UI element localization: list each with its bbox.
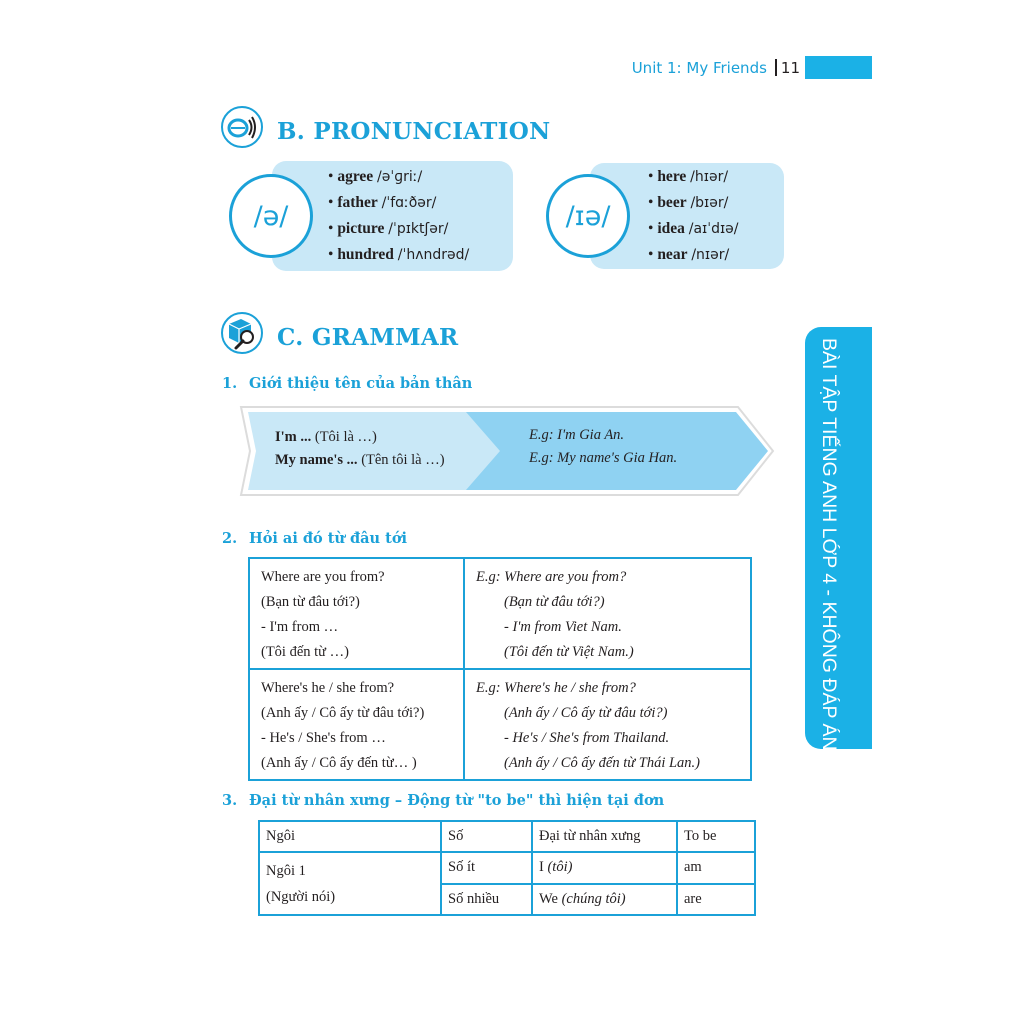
structure-list (275, 426, 445, 472)
header-color-bar (805, 56, 872, 79)
list-item: • picture /ˈpɪktʃər/ (328, 220, 449, 237)
unit-title: Unit 1: My Friends (631, 59, 767, 77)
page-number: 11 (780, 59, 800, 77)
table-row (249, 558, 751, 669)
word-list (328, 164, 469, 268)
word-list (648, 164, 739, 268)
ipa: /ˈfɑːðər/ (381, 195, 437, 211)
cell-line: (Tôi đến từ Việt Nam.) (504, 644, 634, 660)
structure-bold: I'm ... (275, 429, 312, 445)
ipa: /ˈhʌndrəd/ (397, 247, 470, 263)
word: hundred (337, 246, 394, 263)
structure-line (275, 426, 445, 449)
structure-bold: My name's ... (275, 452, 358, 468)
example-line: E.g: My name's Gia Han. (529, 450, 678, 466)
grammar-icon (221, 312, 263, 354)
list-item: • beer /bɪər/ (648, 194, 729, 211)
person-cell (259, 852, 441, 915)
list-item: • agree /əˈɡriː/ (328, 168, 423, 185)
word: beer (657, 194, 687, 211)
table-header-row (259, 821, 755, 852)
section-heading-text: Giới thiệu tên của bản thân (249, 375, 473, 392)
table-cell (464, 669, 751, 780)
pronunciation-icon (221, 106, 263, 148)
section-number: 1. (222, 375, 238, 392)
table-cell (249, 669, 464, 780)
structure-gloss: (Tôi là …) (311, 429, 377, 445)
ipa: /nɪər/ (691, 247, 730, 263)
section-heading-text: Hỏi ai đó từ đâu tới (249, 530, 408, 547)
column-header: Số (441, 821, 532, 852)
phoneme-symbol: /ɪə/ (546, 174, 630, 258)
word: picture (337, 220, 385, 237)
pronoun: I (539, 859, 544, 876)
word: idea (657, 220, 685, 237)
be-cell: are (677, 884, 755, 916)
column-header: Ngôi (259, 821, 441, 852)
section-heading (222, 792, 664, 809)
section-number: 3. (222, 792, 238, 809)
table-cell (249, 558, 464, 669)
column-header: Đại từ nhân xưng (532, 821, 677, 852)
section-heading (222, 375, 472, 392)
number-cell: Số ít (441, 852, 532, 884)
structure-arrow (238, 404, 778, 498)
be-cell: am (677, 852, 755, 884)
list-item: • near /nɪər/ (648, 246, 730, 263)
grammar-title: C. GRAMMAR (277, 324, 459, 351)
section-heading (222, 530, 407, 547)
cell-line: - He's / She's from … (261, 730, 386, 746)
ipa: /bɪər/ (690, 195, 729, 211)
list-item: • father /ˈfɑːðər/ (328, 194, 437, 211)
example-list (529, 424, 677, 470)
cell-line: (Bạn từ đâu tới?) (504, 594, 605, 610)
phoneme-symbol: /ə/ (229, 174, 313, 258)
pronoun-cell (532, 852, 677, 884)
structure-gloss: (Tên tôi là …) (357, 452, 445, 468)
pronunciation-title: B. PRONUNCIATION (277, 118, 551, 145)
number-cell: Số nhiều (441, 884, 532, 916)
list-item: • hundred /ˈhʌndrəd/ (328, 246, 470, 263)
cell-line: E.g: Where are you from? (476, 569, 627, 585)
cell-line: (Anh ấy / Cô ấy đến từ Thái Lan.) (504, 755, 700, 771)
example-line: E.g: I'm Gia An. (529, 427, 625, 443)
cell-line: Ngôi 1 (266, 863, 306, 879)
ipa: /ˈpɪktʃər/ (388, 221, 449, 237)
ipa: /aɪˈdɪə/ (688, 221, 739, 237)
table-row (249, 669, 751, 780)
table-cell (464, 558, 751, 669)
word: father (337, 194, 378, 211)
header-divider (775, 59, 777, 76)
question-table (248, 557, 752, 781)
list-item: • here /hɪər/ (648, 168, 729, 185)
pronoun: We (539, 890, 558, 907)
side-tab-text: BÀI TẬP TIẾNG ANH LỚP 4 - KHÔNG ĐÁP ÁN (818, 338, 840, 751)
structure-line (275, 449, 445, 472)
cell-line: (Anh ấy / Cô ấy đến từ… ) (261, 755, 417, 771)
cell-line: (Bạn từ đâu tới?) (261, 594, 360, 610)
pronoun-table (258, 820, 756, 916)
ipa: /hɪər/ (690, 169, 729, 185)
section-heading-text: Đại từ nhân xưng – Động từ "to be" thì hiện tại đơn (249, 792, 665, 809)
cell-line: (Anh ấy / Cô ấy từ đâu tới?) (261, 705, 425, 721)
list-item: • idea /aɪˈdɪə/ (648, 220, 739, 237)
section-number: 2. (222, 530, 238, 547)
cell-line: (Tôi đến từ …) (261, 644, 349, 660)
running-header (560, 59, 800, 77)
cell-line: - I'm from Viet Nam. (504, 619, 622, 635)
column-header: To be (677, 821, 755, 852)
pronoun-cell (532, 884, 677, 916)
word: near (657, 246, 688, 263)
cell-line: (Anh ấy / Cô ấy từ đâu tới?) (504, 705, 668, 721)
table-row (259, 852, 755, 884)
pronoun-gloss: (chúng tôi) (561, 890, 626, 907)
pronoun-gloss: (tôi) (547, 859, 573, 876)
cell-line: - He's / She's from Thailand. (504, 730, 670, 746)
word: agree (337, 168, 374, 185)
ipa: /əˈɡriː/ (377, 169, 423, 185)
cell-line: Where's he / she from? (261, 680, 395, 696)
cell-line: - I'm from … (261, 619, 339, 635)
word: here (657, 168, 687, 185)
cell-line: E.g: Where's he / she from? (476, 680, 636, 696)
cell-line: (Người nói) (266, 889, 336, 905)
cell-line: Where are you from? (261, 569, 385, 585)
